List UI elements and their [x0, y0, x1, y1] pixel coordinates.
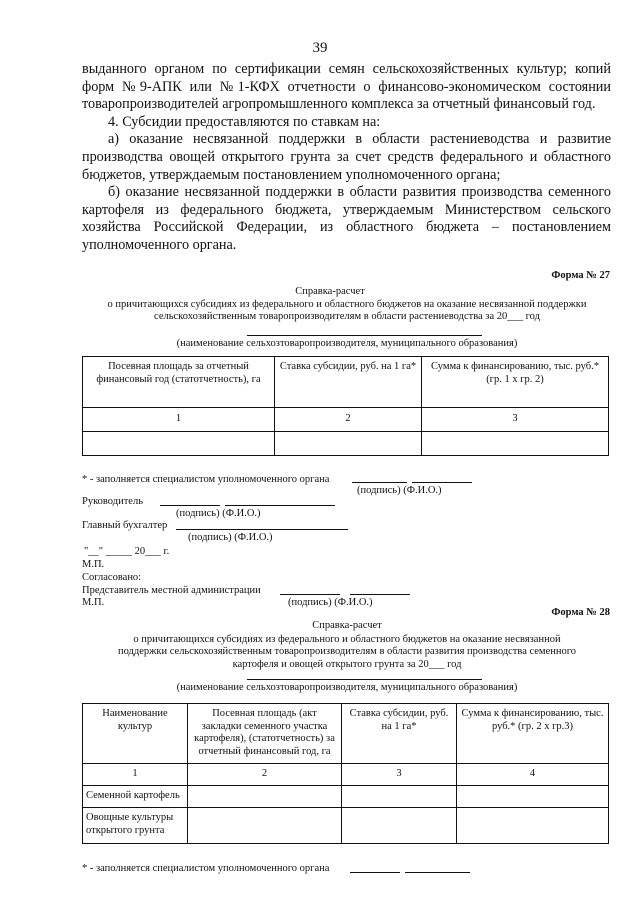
form27-accountant-line — [176, 529, 348, 530]
form27-head-caption: (подпись) (Ф.И.О.) — [176, 508, 261, 519]
form27-subtitle-1: о причитающихся субсидиях из федерального и областного бюджетов на оказание несвязанной поддержки — [107, 299, 587, 310]
form27-head-sign-line — [160, 505, 220, 506]
form27-header-area: Посевная площадь за отчетный финансовый год (статотчетность), га — [83, 357, 275, 408]
form28-spec-sign-line — [350, 872, 400, 873]
form28-label: Форма № 28 — [551, 607, 610, 618]
form27-mp-2: М.П. — [82, 597, 105, 608]
form27-header-sum: Сумма к финансированию, тыс. руб.* (гр. 1 х гр. 2) — [422, 357, 609, 408]
form28-name-caption: (наименование сельхозтоваропроизводителя, муниципального образования) — [176, 682, 518, 693]
form27-cell-sum[interactable] — [422, 432, 609, 456]
form27-agreed: Согласовано: — [82, 572, 142, 583]
form28-name-line — [247, 679, 482, 680]
form27-admin-name-line — [350, 594, 410, 595]
form27-name-line — [247, 335, 482, 336]
form28-footnote: * - заполняется специалистом уполномоченного органа — [82, 863, 330, 874]
form27-head-name-line — [225, 505, 335, 506]
form27-admin-caption: (подпись) (Ф.И.О.) — [288, 597, 373, 608]
form28-col-number-4: 4 — [457, 764, 609, 786]
form27-header-rate: Ставка субсидии, руб. на 1 га* — [275, 357, 422, 408]
form28-row-seed-potato: Семенной картофель — [83, 786, 188, 808]
form27-date-line: "__" _____ 20___ г. — [84, 546, 170, 557]
form28-cell-potato-rate[interactable] — [342, 786, 457, 808]
form28-spec-name-line — [405, 872, 470, 873]
form28-cell-veg-area[interactable] — [188, 808, 342, 844]
paragraph-2: 4. Субсидии предоставляются по ставкам на: — [108, 113, 381, 130]
form27-cell-rate[interactable] — [275, 432, 422, 456]
form27-spec-caption: (подпись) (Ф.И.О.) — [357, 485, 442, 496]
form28-row-vegetables: Овощные культуры открытого грунта — [83, 808, 188, 844]
form28-table — [82, 703, 609, 844]
form28-col-number-1: 1 — [83, 764, 188, 786]
form27-name-caption: (наименование сельхозтоваропроизводителя, муниципального образования) — [176, 338, 518, 349]
form28-subtitle-1: о причитающихся субсидиях из федерального и областного бюджетов на оказание несвязанной — [133, 634, 561, 645]
form27-subtitle-2: сельскохозяйственным товаропроизводителям в области растениеводства за 20___ год — [154, 311, 540, 322]
form27-head-label: Руководитель — [82, 496, 143, 507]
form28-cell-potato-sum[interactable] — [457, 786, 609, 808]
form28-header-area: Посевная площадь (акт закладки семенного участка картофеля), (статотчетность) за отчетный финансовый год, га — [188, 704, 342, 764]
form28-header-sum: Сумма к финансированию, тыс. руб.* (гр. 2 х гр.3) — [457, 704, 609, 764]
form27-title: Справка-расчет — [295, 286, 365, 297]
paragraph-1: выданного органом по сертификации семян сельскохозяйственных культур; копий форм №9-АПК или №1-КФХ отчетности о финансово-экономическом состоянии товаропроизводителей агропромышленного комплекса за отчетный финансовый год. — [82, 61, 611, 113]
form27-spec-name-line — [412, 482, 472, 483]
form27-admin-sign-line — [280, 594, 340, 595]
form28-col-number-2: 2 — [188, 764, 342, 786]
form27-accountant-label: Главный бухгалтер — [82, 520, 168, 531]
form28-subtitle-3: картофеля и овощей открытого грунта за 20___ год — [232, 659, 462, 670]
form28-cell-veg-rate[interactable] — [342, 808, 457, 844]
form27-table — [82, 356, 609, 456]
form28-subtitle-2: поддержки сельскохозяйственным товаропроизводителям в области развития производства семенного — [117, 646, 577, 657]
paragraph-4: б) оказание несвязанной поддержки в области развития производства семенного картофеля из федерального бюджета, утверждаемым Министерством сельского хозяйства Российской Федерации, из областного бюджета – постановлением уполномоченного органа. — [82, 184, 611, 253]
form27-label: Форма № 27 — [551, 270, 610, 281]
form28-title: Справка-расчет — [312, 620, 382, 631]
form27-local-admin: Представитель местной администрации — [82, 585, 261, 596]
form28-cell-veg-sum[interactable] — [457, 808, 609, 844]
form28-header-crop: Наименование культур — [83, 704, 188, 764]
form27-col-number-1: 1 — [83, 408, 275, 432]
form27-cell-area[interactable] — [83, 432, 275, 456]
body-text — [82, 61, 611, 255]
form27-accountant-caption: (подпись) (Ф.И.О.) — [188, 532, 273, 543]
form28-header-rate: Ставка субсидии, руб. на 1 га* — [342, 704, 457, 764]
form28-cell-potato-area[interactable] — [188, 786, 342, 808]
form27-col-number-3: 3 — [422, 408, 609, 432]
form27-spec-sign-line — [352, 482, 407, 483]
paragraph-3: а) оказание несвязанной поддержки в области растениеводства и развитие производства овощей открытого грунта за счет средств федерального и областного бюджетов, утверждаемым постановлением уполномоченного органа; — [82, 131, 611, 183]
form27-col-number-2: 2 — [275, 408, 422, 432]
form28-col-number-3: 3 — [342, 764, 457, 786]
form27-mp-1: М.П. — [82, 559, 105, 570]
page-number: 39 — [312, 40, 328, 56]
form27-footnote: * - заполняется специалистом уполномоченного органа — [82, 474, 330, 485]
